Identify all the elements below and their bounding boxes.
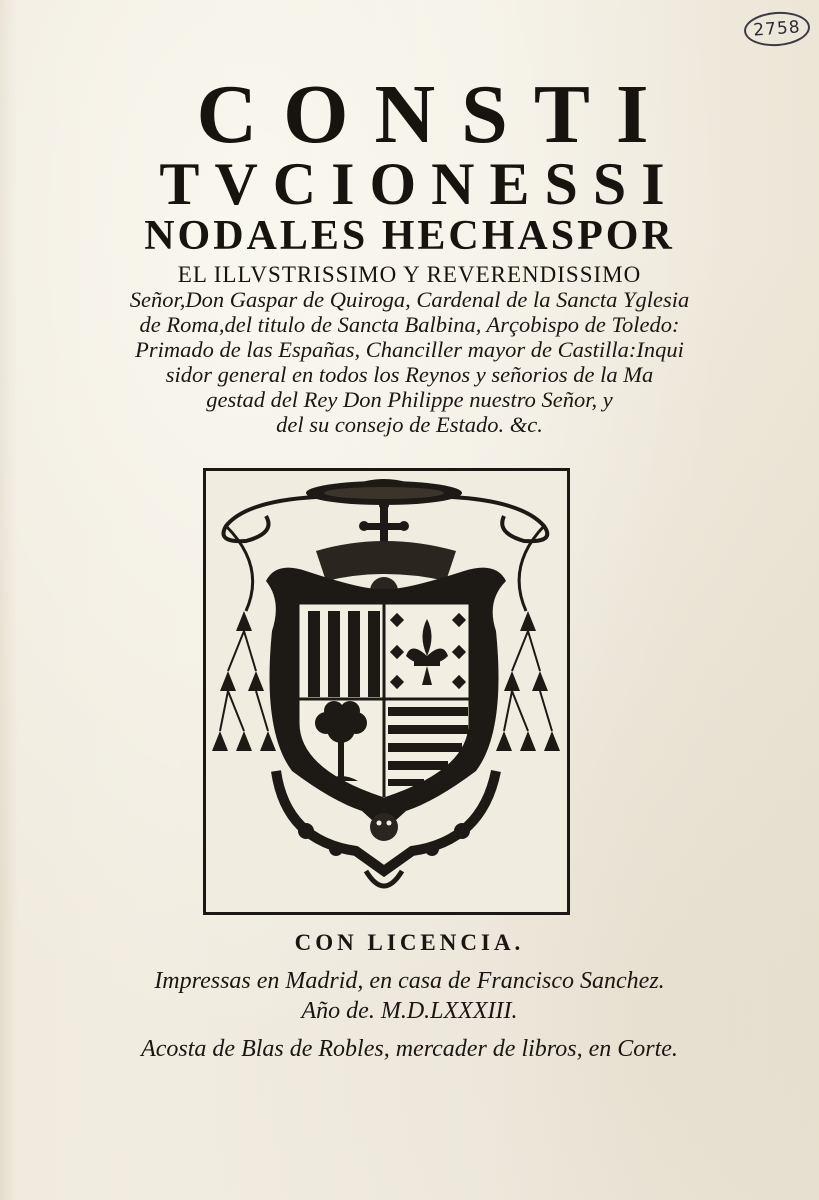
shelfmark-annotation: 2758 <box>743 10 811 49</box>
title-line-3: NODALES HECHASPOR <box>144 213 675 259</box>
title-line-1: CONSTI <box>196 68 675 161</box>
dedication-line-4: sidor general en todos los Reynos y señorios de la Ma <box>165 362 654 387</box>
year-line: Año de. M.D.LXXXIII. <box>301 998 518 1024</box>
printer-line: Impressas en Madrid, en casa de Francisco Sanchez. <box>154 968 665 994</box>
dedication-line-2: de Roma,del titulo de Sancta Balbina, Arçobispo de Toledo: <box>139 312 680 337</box>
coat-of-arms-woodcut <box>203 468 570 915</box>
dedication-line-3: Primado de las Españas, Chanciller mayor de Castilla:Inqui <box>135 337 684 362</box>
title-line-2: TVCIONESSI <box>159 151 680 217</box>
dedication-line-5: gestad del Rey Don Philippe nuestro Señor, y <box>206 387 613 412</box>
bookseller-line: Acosta de Blas de Robles, mercader de libros, en Corte. <box>141 1036 678 1062</box>
dedication-line-6: del su consejo de Estado. &c. <box>276 412 543 437</box>
title-line-4: EL ILLVSTRISSIMO Y REVERENDISSIMO <box>177 262 642 287</box>
cardinal-arms-icon <box>206 471 567 912</box>
licence-line: CON LICENCIA. <box>294 930 525 955</box>
dedication-line-1: Señor,Don Gaspar de Quiroga, Cardenal de la Sancta Yglesia <box>129 287 690 312</box>
